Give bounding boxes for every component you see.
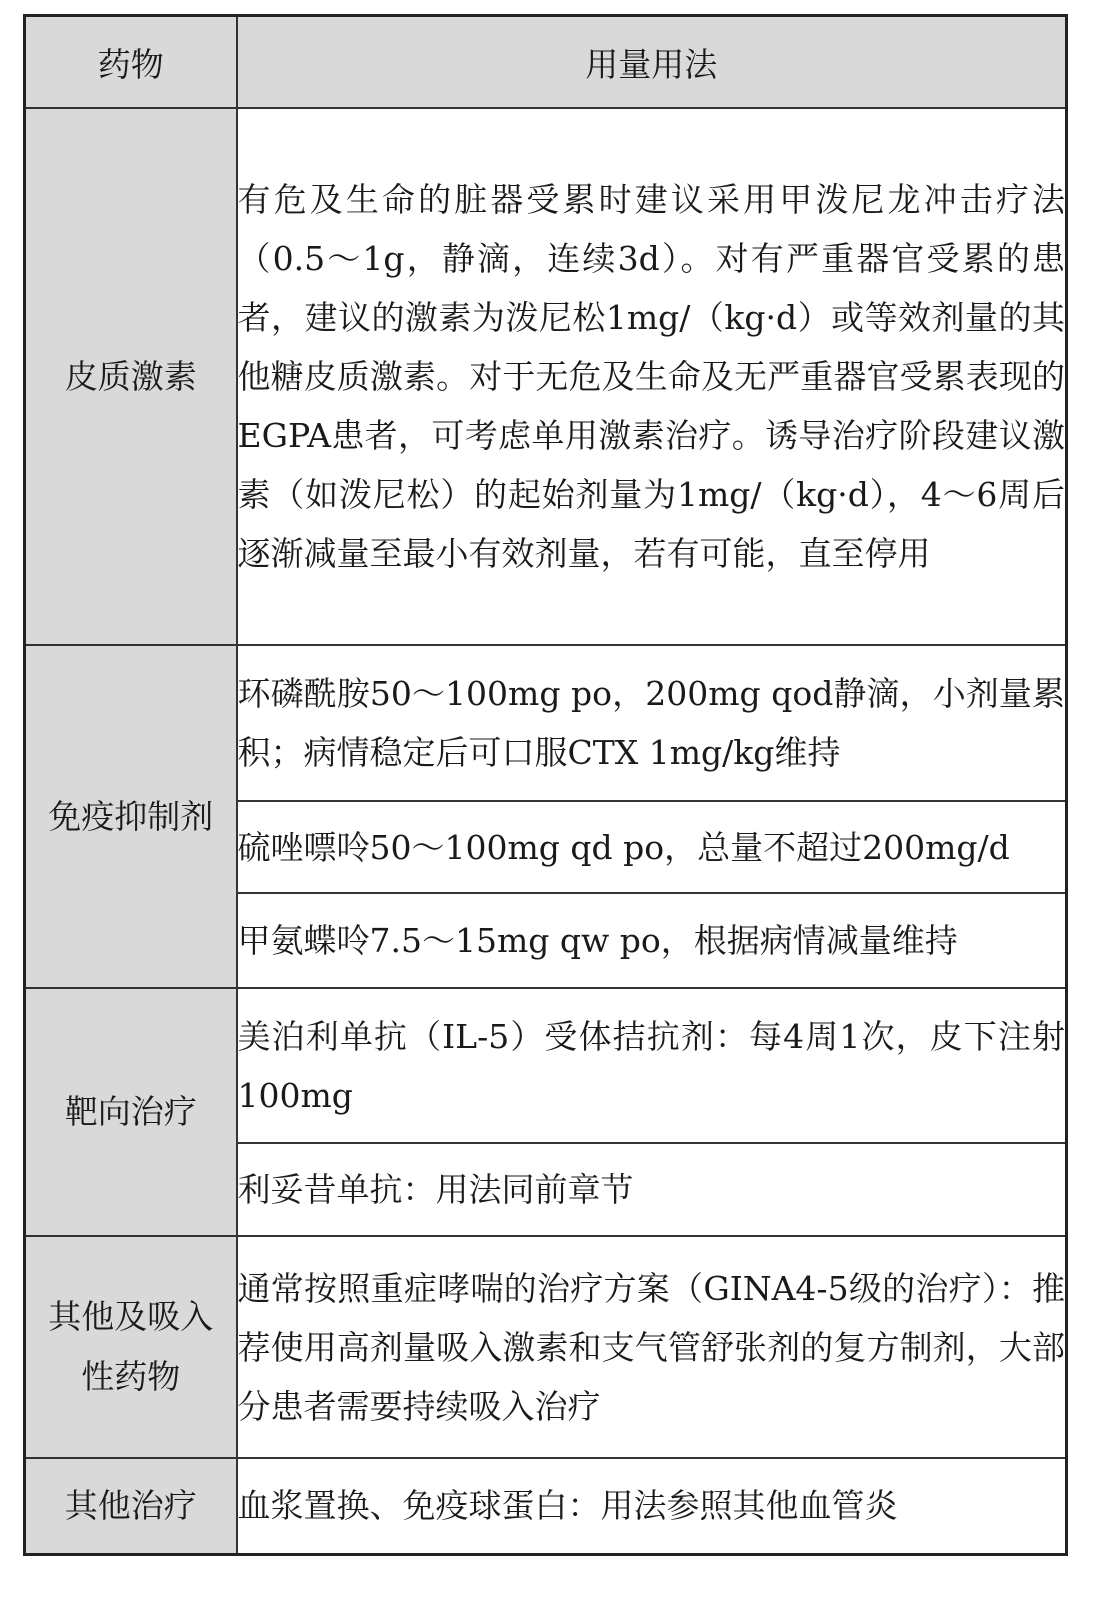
table-row bbox=[25, 108, 1067, 645]
header-drug: 药物 bbox=[25, 16, 237, 109]
table-row bbox=[25, 1458, 1067, 1554]
header-usage: 用量用法 bbox=[237, 16, 1067, 109]
usage-azathioprine: 硫唑嘌呤50～100mg qd po，总量不超过200mg/d bbox=[237, 801, 1067, 893]
usage-rituximab: 利妥昔单抗：用法同前章节 bbox=[237, 1143, 1067, 1236]
drug-name-inhaled: 其他及吸入性药物 bbox=[25, 1236, 237, 1458]
drug-name-other: 其他治疗 bbox=[25, 1458, 237, 1554]
table-row bbox=[25, 988, 1067, 1143]
usage-other: 血浆置换、免疫球蛋白：用法参照其他血管炎 bbox=[237, 1458, 1067, 1554]
table-header-row bbox=[25, 16, 1067, 109]
usage-cyclophosphamide: 环磷酰胺50～100mg po，200mg qod静滴，小剂量累积；病情稳定后可口服CTX 1mg/kg维持 bbox=[237, 645, 1067, 801]
usage-inhaled: 通常按照重症哮喘的治疗方案（GINA4-5级的治疗）：推荐使用高剂量吸入激素和支气管舒张剂的复方制剂，大部分患者需要持续吸入治疗 bbox=[237, 1236, 1067, 1458]
table-row bbox=[25, 1236, 1067, 1458]
usage-methotrexate: 甲氨蝶呤7.5～15mg qw po，根据病情减量维持 bbox=[237, 893, 1067, 988]
table-row bbox=[25, 645, 1067, 801]
drug-name-corticosteroid: 皮质激素 bbox=[25, 108, 237, 645]
usage-corticosteroid: 有危及生命的脏器受累时建议采用甲泼尼龙冲击疗法（0.5～1g，静滴，连续3d）。对有严重器官受累的患者，建议的激素为泼尼松1mg/（kg·d）或等效剂量的其他糖皮质激素。对于无危及生命及无严重器官受累表现的EGPA患者，可考虑单用激素治疗。诱导治疗阶段建议激素（如泼尼松）的起始剂量为1mg/（kg·d），4～6周后逐渐减量至最小有效剂量，若有可能，直至停用 bbox=[237, 108, 1067, 645]
drug-table bbox=[23, 14, 1068, 1556]
usage-mepolizumab: 美泊利单抗（IL-5）受体拮抗剂：每4周1次，皮下注射100mg bbox=[237, 988, 1067, 1143]
drug-name-immunosuppressant: 免疫抑制剂 bbox=[25, 645, 237, 988]
drug-name-targeted: 靶向治疗 bbox=[25, 988, 237, 1236]
